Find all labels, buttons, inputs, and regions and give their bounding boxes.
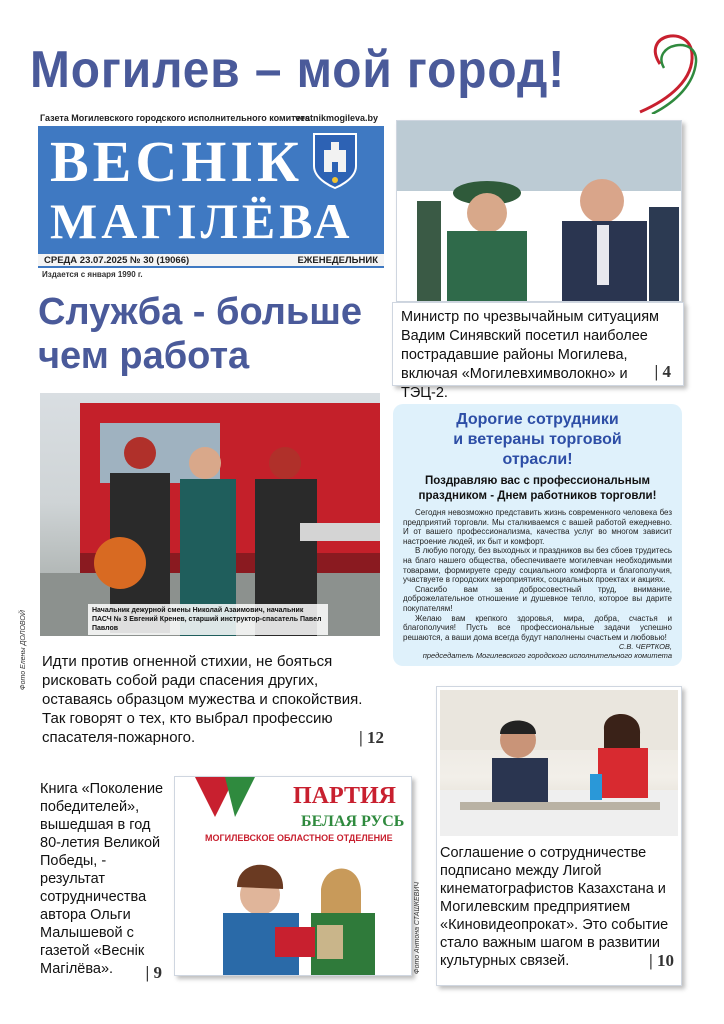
issue-date: СРЕДА 23.07.2025 № 30 (19066) [44, 255, 190, 266]
agreement-page-ref: | 10 [649, 951, 674, 970]
greeting-title-line2: и ветераны торговой [453, 431, 622, 448]
since-label: Издается с января 1990 г. [42, 270, 143, 279]
fire-story-text: Идти против огненной стихии, не бояться рисковать собой ради спасения других, оставаясь образцом мужества и спокойствия. Так говорят о тех, кто выбрал профессию спасателя-пожарного. [42, 653, 363, 746]
agreement-story-text: Соглашение о сотрудничестве подписано между Лигой кинематографистов Казахстана и Могилевским предприятием «Киновидеопрокат». Это событие стало важным шагом в развитии культурных связей. [440, 845, 669, 969]
book-photo-credit: Фото Антона СТАШКЕВИЧ [414, 881, 421, 974]
book-story-text: Книга «Поколение победителей», вышедшая в год 80-летия Великой Победы, - результат сотрудничества автора Ольги Малышевой с газетой «Веснік Магілёва». [40, 781, 164, 977]
website-link[interactable]: vestnikmogileva.by [295, 113, 379, 123]
book-page-ref: | 9 [145, 963, 162, 982]
frequency: ЕЖЕНЕДЕЛЬНИК [297, 255, 378, 266]
greeting-signature-title: председатель Могилевского городского исполнительного комитета [422, 651, 672, 661]
fire-story-text-box[interactable] [40, 650, 382, 749]
heart-icon [630, 24, 708, 114]
banner-line1: ПАРТИЯ [293, 783, 396, 809]
greeting-title-line1: Дорогие сотрудники [456, 411, 619, 428]
masthead-info-bar [38, 254, 384, 268]
firefighters-caption: Начальник дежурной смены Николай Азаимович, начальник ПАСЧ № 3 Евгений Кренев, старший инструктор-спасатель Павел Павлов [88, 604, 328, 635]
fire-page-ref: | 12 [359, 728, 384, 747]
minister-caption: Министр по чрезвычайным ситуациям Вадим Синявский посетил наиболее пострадавшие районы Могилева, включая «Могилевхимволокно» и ТЭЦ-2. [401, 309, 660, 401]
agreement-photo[interactable] [440, 690, 678, 836]
greeting-signature-name: С.В. ЧЕРТКОВ, [618, 642, 672, 652]
slogan: Могилев – мой город! [30, 41, 566, 99]
book-photo[interactable] [174, 776, 412, 976]
greeting-paragraph: В любую погоду, без выходных и праздников вы без сбоев трудитесь на благо нашего общества, обеспечиваете могилевчан необходимыми товарами, формируете среду социального комфорта и благополучия, участвуете в городских мероприятиях, социальных проектах и акциях. [403, 546, 672, 585]
greeting-paragraph: Желаю вам крепкого здоровья, мира, добра, счастья и благополучия! Пусть все профессиональные задачи успешно решаются, а ваши дома всегда будут наполнены счастьем и любовью! [403, 613, 672, 642]
greeting-subtitle: Поздравляю вас с профессиональным праздником - Днем работников торговли! [418, 475, 657, 502]
minister-photo-illustration [397, 121, 682, 302]
masthead-title-line1: ВЕСНIК [50, 129, 303, 194]
masthead-title-line2: МАГIЛЁВА [50, 193, 354, 249]
coat-of-arms-icon [312, 132, 358, 190]
minister-photo[interactable] [396, 120, 682, 302]
agreement-photo-illustration [440, 690, 678, 836]
minister-caption-box[interactable] [392, 302, 684, 401]
greeting-body [403, 508, 672, 642]
greeting-paragraph: Спасибо вам за добросовестный труд, внимание, доброжелательное отношение и душевное тепло, которое вы дарите покупателям! [403, 584, 672, 613]
headline-line1: Служба - больше [38, 291, 363, 333]
banner-line2: БЕЛАЯ РУСЬ [301, 813, 405, 830]
headline-line2: чем работа [38, 335, 250, 377]
publisher: Газета Могилевского городского исполнительного комитета [40, 113, 310, 123]
main-headline[interactable] [38, 290, 388, 378]
firefighters-photo-illustration [40, 393, 380, 636]
greeting-title-line3: отрасли! [502, 451, 573, 468]
minister-page-ref: | 4 [654, 362, 671, 381]
banner-line3: МОГИЛЕВСКОЕ ОБЛАСТНОЕ ОТДЕЛЕНИЕ [205, 833, 393, 843]
greeting-box [393, 404, 682, 666]
agreement-story-text-box [440, 844, 680, 970]
book-story-text-box[interactable] [40, 780, 168, 982]
firefighters-photo-credit: Фото Елены ДОЛОВОЙ [20, 610, 27, 690]
firefighters-photo[interactable] [40, 393, 380, 636]
greeting-paragraph: Сегодня невозможно представить жизнь современного человека без предприятий торговли. Мы сталкиваемся с вашей работой ежедневно. И от вашего профессионализма, качества услуг во многом зависит настроение людей, их быт и комфорт. [403, 508, 672, 546]
